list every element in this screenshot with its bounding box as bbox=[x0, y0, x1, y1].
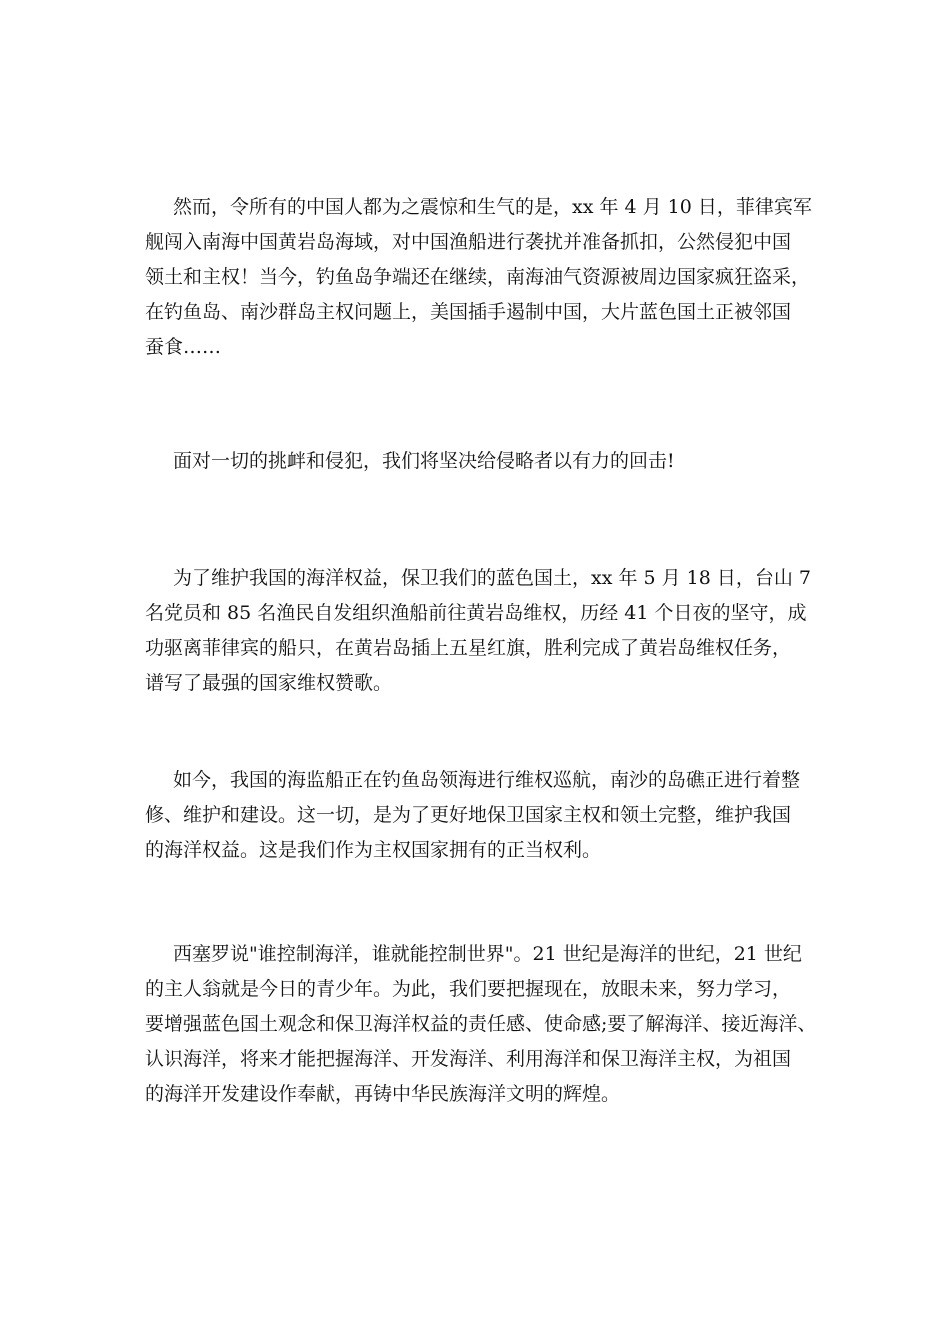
paragraph-line: 修、维护和建设。这一切，是为了更好地保卫国家主权和领土完整，维护我国 bbox=[145, 804, 792, 826]
paragraph-line: 谱写了最强的国家维权赞歌。 bbox=[145, 672, 393, 694]
paragraph-line: 认识海洋，将来才能把握海洋、开发海洋、利用海洋和保卫海洋主权，为祖国 bbox=[145, 1048, 792, 1070]
paragraph-line: 蚕食…… bbox=[145, 336, 222, 358]
paragraph-line: 面对一切的挑衅和侵犯，我们将坚决给侵略者以有力的回击! bbox=[173, 450, 675, 472]
paragraph-line: 领土和主权！当今，钓鱼岛争端还在继续，南海油气资源被周边国家疯狂盗采， bbox=[145, 266, 811, 288]
paragraph-line: 名党员和 85 名渔民自发组织渔船前往黄岩岛维权，历经 41 个日夜的坚守，成 bbox=[145, 602, 807, 624]
paragraph-2 bbox=[145, 444, 810, 479]
paragraph-line: 的主人翁就是今日的青少年。为此，我们要把握现在，放眼未来，努力学习， bbox=[145, 978, 792, 1000]
paragraph-line: 在钓鱼岛、南沙群岛主权问题上，美国插手遏制中国，大片蓝色国土正被邻国 bbox=[145, 301, 792, 323]
paragraph-line: 要增强蓝色国土观念和保卫海洋权益的责任感、使命感;要了解海洋、接近海洋、 bbox=[145, 1013, 817, 1035]
paragraph-line: 如今，我国的海监船正在钓鱼岛领海进行维权巡航，南沙的岛礁正进行着整 bbox=[173, 769, 801, 791]
paragraph-line: 西塞罗说"谁控制海洋，谁就能控制世界"。21 世纪是海洋的世纪，21 世纪 bbox=[173, 943, 802, 965]
paragraph-line: 舰闯入南海中国黄岩岛海域，对中国渔船进行袭扰并准备抓扣，公然侵犯中国 bbox=[145, 231, 792, 253]
paragraph-line: 为了维护我国的海洋权益，保卫我们的蓝色国土，xx 年 5 月 18 日，台山 7 bbox=[173, 567, 812, 589]
paragraph-line: 然而，令所有的中国人都为之震惊和生气的是，xx 年 4 月 10 日，菲律宾军 bbox=[173, 196, 812, 218]
paragraph-line: 功驱离菲律宾的船只，在黄岩岛插上五星红旗，胜利完成了黄岩岛维权任务， bbox=[145, 637, 792, 659]
paragraph-line: 的海洋开发建设作奉献，再铸中华民族海洋文明的辉煌。 bbox=[145, 1083, 621, 1105]
paragraph-4 bbox=[145, 763, 810, 868]
paragraph-1 bbox=[145, 190, 810, 365]
paragraph-line: 的海洋权益。这是我们作为主权国家拥有的正当权利。 bbox=[145, 839, 602, 861]
paragraph-5 bbox=[145, 937, 817, 1112]
paragraph-3 bbox=[145, 561, 810, 701]
